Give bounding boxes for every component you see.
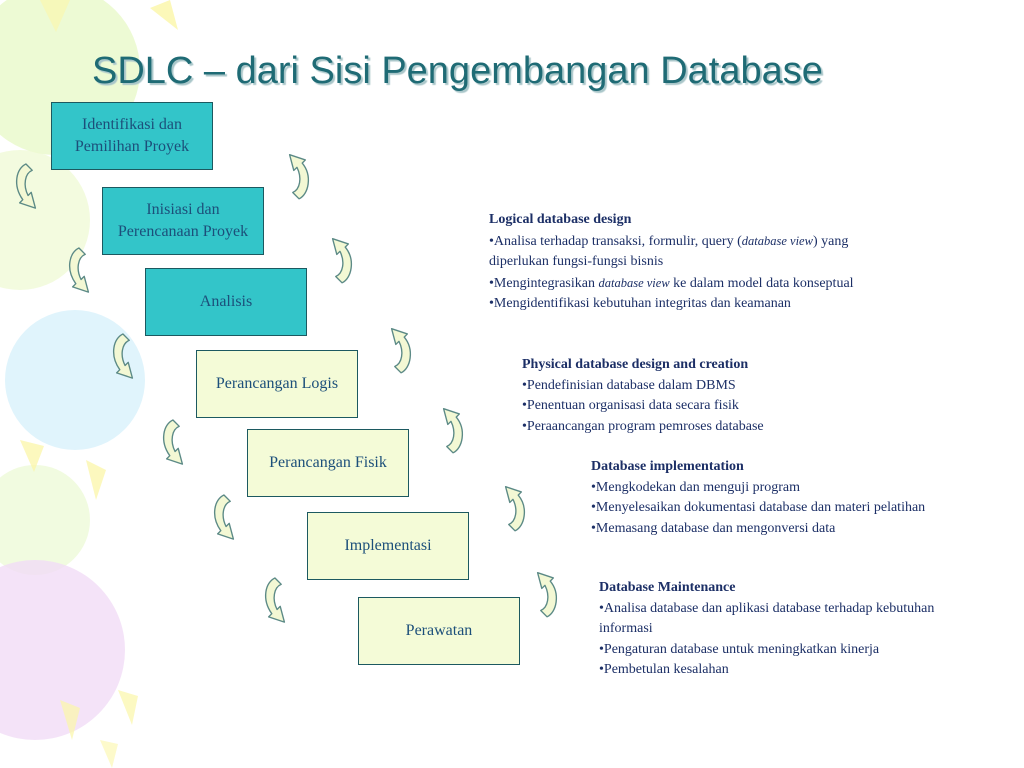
step-label: Implementasi: [344, 536, 432, 554]
desc-bullet: •Mengkodekan dan menguji program: [591, 479, 801, 495]
step-label: Perawatan: [405, 621, 473, 639]
step-label-line2: Pemilihan Proyek: [74, 138, 190, 155]
desc-bullet: •Analisa terhadap transaksi, formulir, query (database view) yang: [489, 233, 849, 249]
desc-bullet: •Memasang database dan mengonversi data: [591, 520, 836, 536]
desc-heading: Physical database design and creation: [522, 357, 749, 372]
physical-design-desc: [522, 355, 764, 437]
step-label: Perancangan Logis: [215, 374, 339, 392]
desc-bullet: •Peraancangan program pemroses database: [522, 418, 764, 434]
desc-bullet: •Penentuan organisasi data secara fisik: [522, 398, 739, 413]
arrow-up-icon: [444, 409, 463, 453]
arrow-down-icon: [164, 420, 183, 464]
desc-heading: Database Maintenance: [599, 580, 736, 595]
logical-design-desc: [489, 210, 854, 315]
desc-bullet: •Menyelesaikan dokumentasi database dan materi pelatihan: [591, 500, 926, 515]
arrow-up-icon: [506, 487, 525, 531]
desc-bullet: •Analisa database dan aplikasi database terhadap kebutuhan: [599, 600, 935, 616]
arrow-up-icon: [333, 239, 352, 283]
arrow-down-icon: [266, 578, 285, 622]
arrow-up-icon: [290, 155, 309, 199]
desc-bullet: •Mengintegrasikan database view ke dalam model data konseptual: [489, 275, 854, 291]
step-label-line1: Inisiasi dan: [146, 200, 220, 218]
desc-bullet: •Pengaturan database untuk meningkatkan kinerja: [599, 641, 880, 657]
step-label-line1: Identifikasi dan: [82, 115, 182, 133]
desc-heading: Logical database design: [489, 212, 632, 227]
step-label: Perancangan Fisik: [269, 453, 387, 471]
implementation-desc: [591, 457, 925, 539]
arrow-up-icon: [538, 573, 557, 617]
step-label: Analisis: [199, 292, 253, 310]
desc-bullet: •Pendefinisian database dalam DBMS: [522, 377, 736, 393]
arrow-down-icon: [17, 164, 36, 208]
arrow-up-icon: [392, 329, 411, 373]
page-title: SDLC – dari Sisi Pengembangan Database: [92, 50, 823, 92]
desc-bullet-cont: diperlukan fungsi-fungsi bisnis: [489, 254, 664, 269]
desc-heading: Database implementation: [591, 459, 744, 474]
arrow-down-icon: [215, 495, 234, 539]
arrow-down-icon: [114, 334, 133, 378]
arrow-down-icon: [70, 248, 89, 292]
desc-bullet: •Mengidentifikasi kebutuhan integritas dan keamanan: [489, 296, 791, 311]
desc-bullet-cont: informasi: [599, 621, 653, 636]
desc-bullet: •Pembetulan kesalahan: [599, 662, 729, 677]
step-label-line2: Perencanaan Proyek: [117, 223, 249, 240]
maintenance-desc: [599, 578, 934, 681]
